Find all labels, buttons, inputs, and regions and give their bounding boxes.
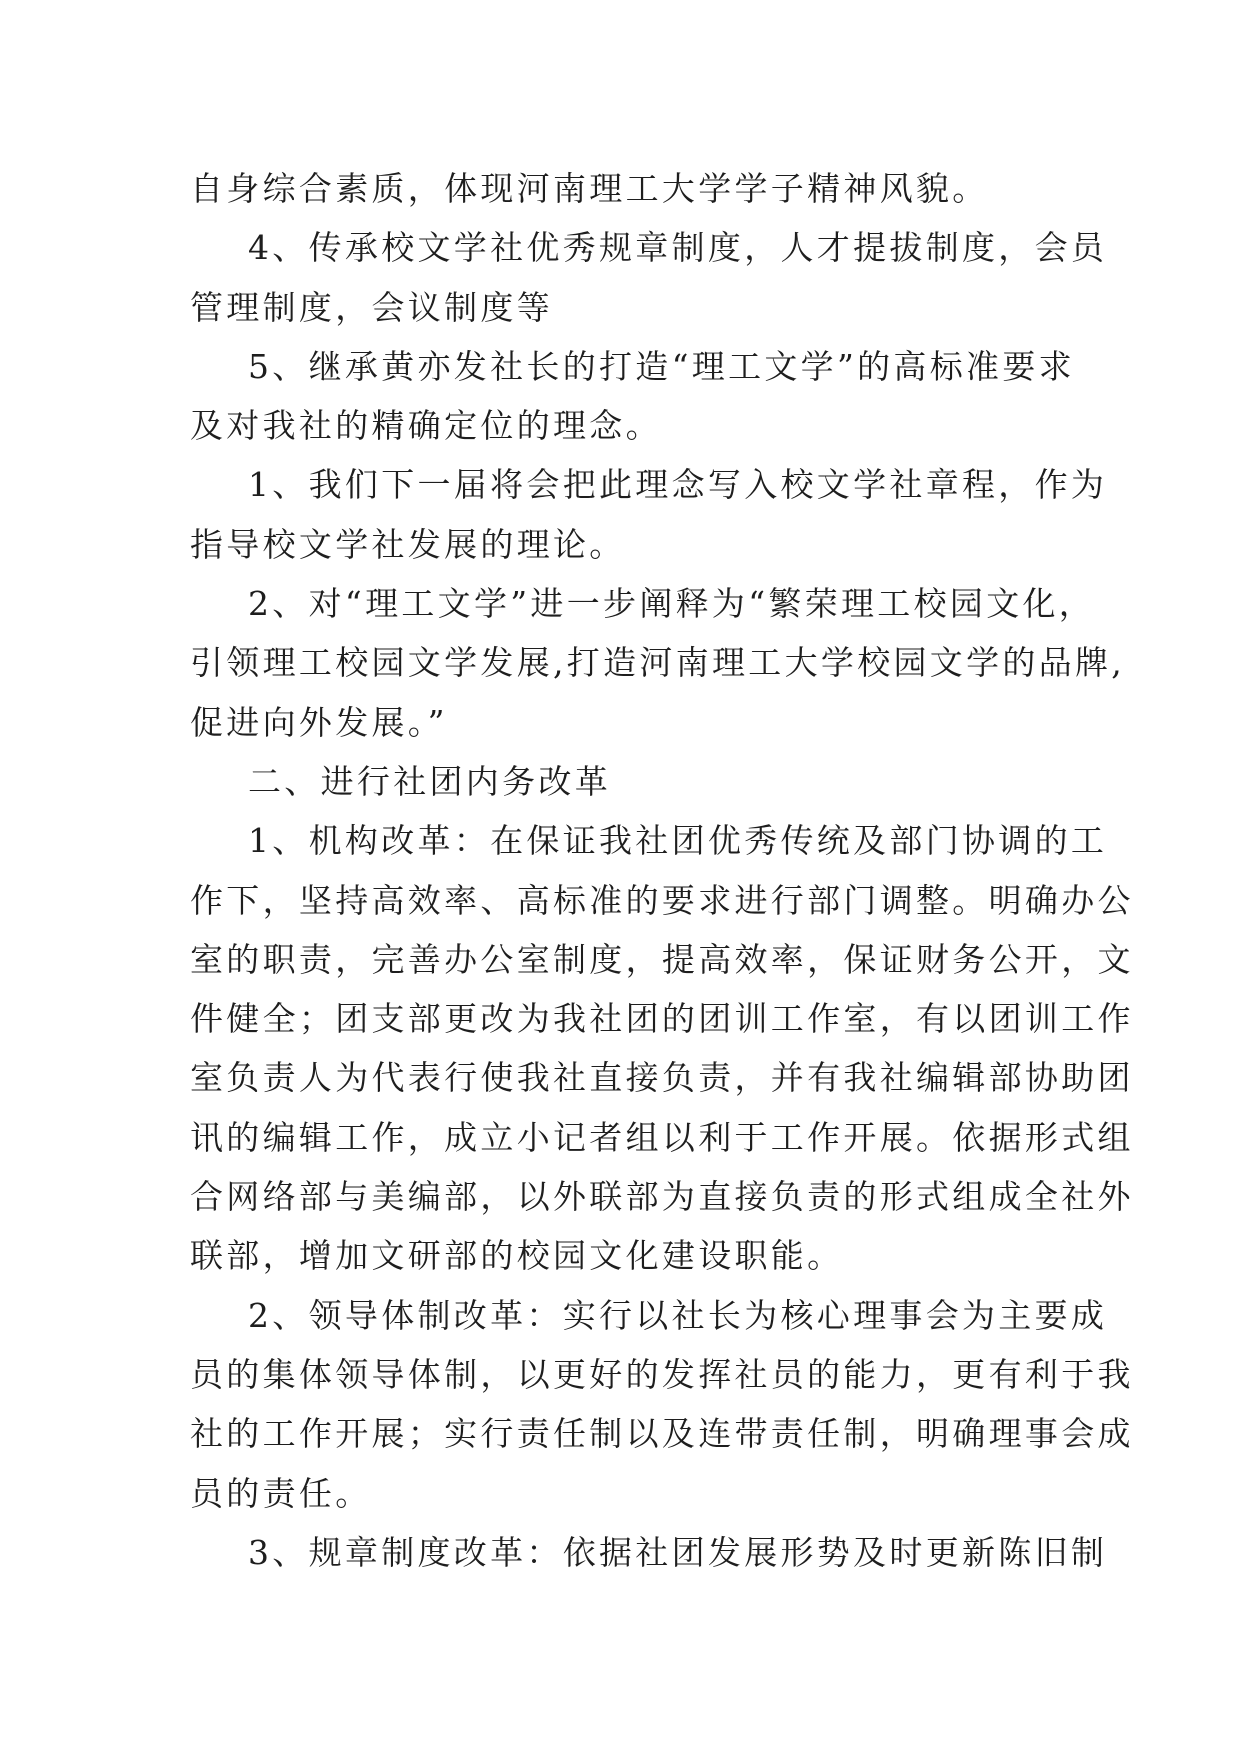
text-line: 及对我社的精确定位的理念。 [190,406,662,446]
text-line: 4、传承校文学社优秀规章制度，人才提拔制度，会员 [248,228,1108,268]
text-line: 室的职责，完善办公室制度，提高效率，保证财务公开，文 [190,939,1134,979]
text-line: 社的工作开展；实行责任制以及连带责任制，明确理事会成 [190,1414,1134,1454]
text-line: 员的集体领导体制，以更好的发挥社员的能力，更有利于我 [190,1354,1134,1394]
text-line: 二、进行社团内务改革 [248,761,611,801]
text-line: 2、对“理工文学”进一步阐释为“繁荣理工校园文化， [248,584,1096,624]
text-line: 1、机构改革：在保证我社团优秀传统及部门协调的工 [248,821,1108,861]
text-line: 引领理工校园文学发展,打造河南理工大学校园文学的品牌, [190,643,1126,683]
text-line: 管理制度，会议制度等 [190,287,553,327]
text-line: 讯的编辑工作，成立小记者组以利于工作开展。依据形式组 [190,1117,1134,1157]
text-line: 5、继承黄亦发社长的打造“理工文学”的高标准要求 [248,346,1075,386]
text-line: 室负责人为代表行使我社直接负责，并有我社编辑部协助团 [190,1058,1134,1098]
text-line: 合网络部与美编部，以外联部为直接负责的形式组成全社外 [190,1177,1134,1217]
text-line: 自身综合素质，体现河南理工大学学子精神风貌。 [190,169,989,208]
text-line: 作下，坚持高效率、高标准的要求进行部门调整。明确办公 [190,880,1134,920]
text-line: 2、领导体制改革：实行以社长为核心理事会为主要成 [248,1295,1108,1335]
text-line: 1、我们下一届将会把此理念写入校文学社章程，作为 [248,465,1108,505]
text-line: 件健全；团支部更改为我社团的团训工作室，有以团训工作 [190,999,1134,1039]
text-line: 联部，增加文研部的校园文化建设职能。 [190,1236,844,1276]
text-line: 员的责任。 [190,1473,372,1513]
text-line: 指导校文学社发展的理论。 [190,524,626,564]
text-line: 促进向外发展。” [190,702,448,742]
text-line: 3、规章制度改革：依据社团发展形势及时更新陈旧制 [248,1532,1108,1572]
document-body [190,159,1134,1582]
